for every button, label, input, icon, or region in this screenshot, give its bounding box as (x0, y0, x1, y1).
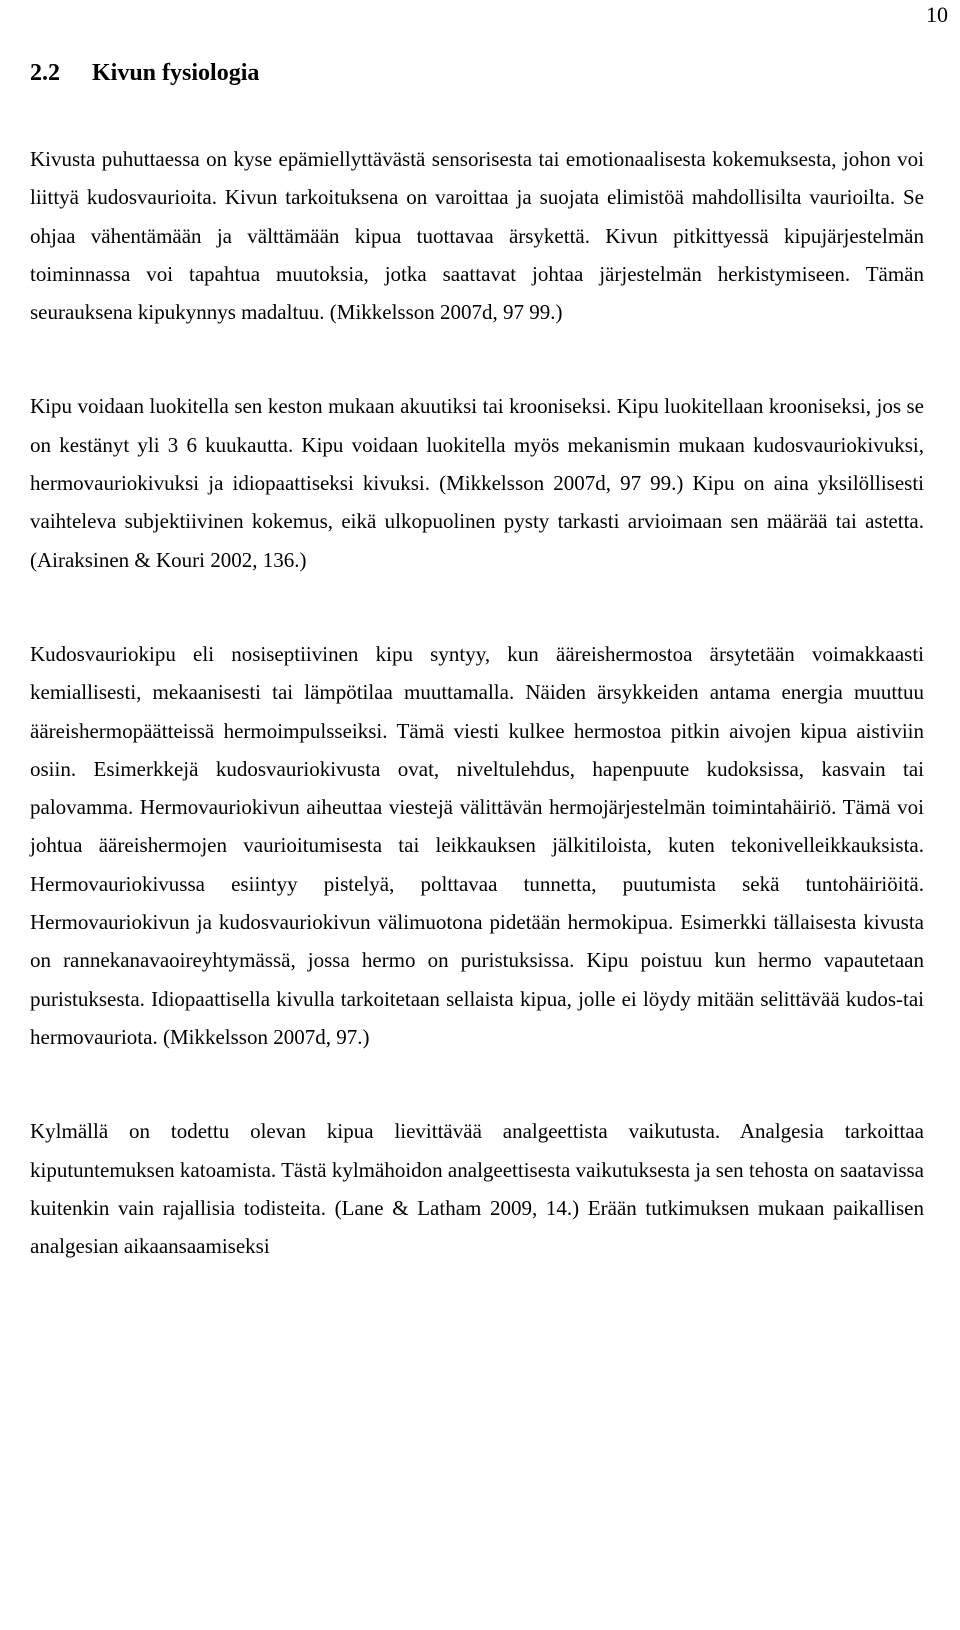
document-body (30, 140, 924, 1265)
paragraph-kylma-analgesia: Kylmällä on todettu olevan kipua lievittävää analgeettista vaikutusta. Analgesia tarkoittaa kiputuntemuksen katoamista. Tästä kylmähoidon analgeettisesta vaikutuksesta ja sen tehosta on saatavissa kuitenkin vain rajallisia todisteita. (Lane & Latham 2009, 14.) Erään tutkimuksen mukaan paikallisen analgesian aikaansaamiseksi (30, 1119, 924, 1259)
paragraph-kudosvauriokipu: Kudosvauriokipu eli nosiseptiivinen kipu syntyy, kun ääreishermostoa ärsytetään voimakkaasti kemiallisesti, mekaanisesti tai lämpötilaa muuttamalla. Näiden ärsykkeiden antama energia muuttuu ääreishermopäätteissä hermoimpulsseiksi. Tämä viesti kulkee hermostoa pitkin aivojen kipua aistiviin osiin. Esimerkkejä kudosvauriokivusta ovat, niveltulehdus, hapenpuute kudoksissa, kasvain tai palovamma. Hermovauriokivun aiheuttaa viestejä välittävän hermojärjestelmän toimintahäiriö. Tämä voi johtua ääreishermojen vaurioitumisesta tai leikkauksen jälkitiloista, kuten tekonivelleikkauksista. Hermovauriokivussa esiintyy pistelyä, polttavaa tunnetta, puutumista sekä tuntohäiriöitä. Hermovauriokivun ja kudosvauriokivun välimuotona pidetään hermokipua. Esimerkki tällaisesta kivusta on rannekanavaoireyhtymässä, jossa hermo on puristuksissa. Kipu poistuu kun hermo vapautetaan puristuksesta. Idiopaattisella kivulla tarkoitetaan sellaista kipua, jolle ei löydy mitään selittävää kudos-tai hermovauriota. (Mikkelsson 2007d, 97.) (30, 641, 924, 1049)
section-heading (30, 58, 259, 88)
section-title: Kivun fysiologia (92, 60, 260, 86)
page-number: 10 (926, 2, 948, 27)
paragraph-kivun-luokittelu: Kipu voidaan luokitella sen keston mukaan akuutiksi tai krooniseksi. Kipu luokitellaan krooniseksi, jos se on kestänyt yli 3 6 kuukautta. Kipu voidaan luokitella myös mekanismin mukaan kudosvauriokivuksi, hermovauriokivuksi ja idiopaattiseksi kivuksi. (Mikkelsson 2007d, 97 99.) Kipu on aina yksilöllisesti vaihteleva subjektiivinen kokemus, eikä ulkopuolinen pysty tarkasti arvioimaan sen määrää tai astetta. (Airaksinen & Kouri 2002, 136.) (30, 394, 924, 572)
paragraph-kivun-maaritelma: Kivusta puhuttaessa on kyse epämiellyttävästä sensorisesta tai emotionaalisesta kokemuksesta, johon voi liittyä kudosvaurioita. Kivun tarkoituksena on varoittaa ja suojata elimistöä mahdollisilta vaurioilta. Se ohjaa vähentämään ja välttämään kipua tuottavaa ärsykettä. Kivun pitkittyessä kipujärjestelmän toiminnassa voi tapahtua muutoksia, jotka saattavat johtaa järjestelmän herkistymiseen. Tämän seurauksena kipukynnys madaltuu. (Mikkelsson 2007d, 97 99.) (30, 147, 924, 325)
section-number: 2.2 (30, 60, 60, 86)
